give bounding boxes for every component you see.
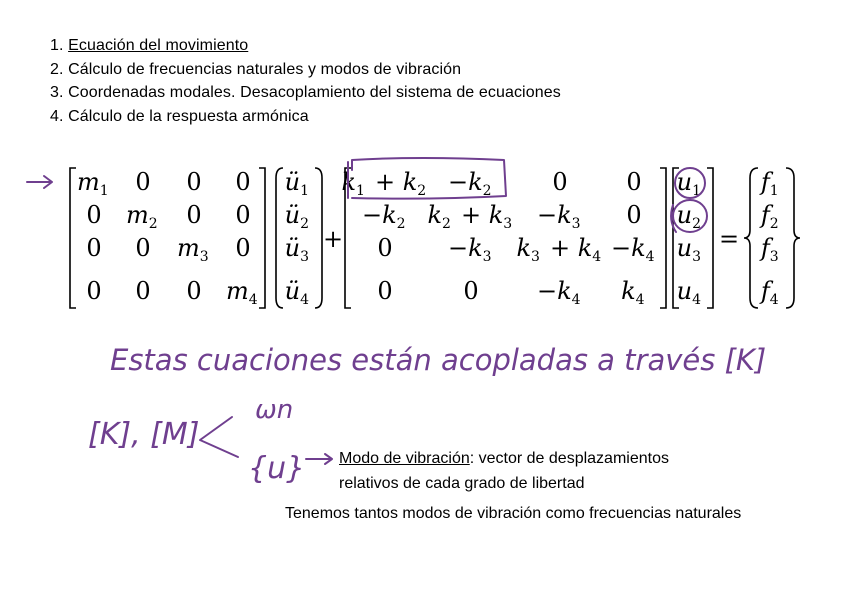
mass-matrix-cell: 0 bbox=[86, 277, 102, 305]
topic-title: Cálculo de frecuencias naturales y modos de vibración bbox=[68, 60, 462, 78]
topic-title: Cálculo de la respuesta armónica bbox=[68, 107, 309, 125]
handwritten-note: Estas cuaciones están acopladas a través [K] bbox=[110, 343, 767, 377]
mass-matrix-cell: 0 bbox=[235, 234, 251, 262]
mass-matrix-cell: $m_1$ bbox=[76, 168, 109, 199]
stiffness-matrix-right-bracket bbox=[660, 168, 666, 308]
stiffness-matrix-cell: 0 bbox=[377, 234, 393, 262]
stiffness-matrix-cell: $-k_4$ bbox=[537, 277, 581, 308]
stiffness-matrix-cell: $k_1$ + $k_2$ bbox=[341, 168, 427, 199]
mass-matrix-cell: 0 bbox=[186, 201, 202, 229]
acceleration-left-paren bbox=[276, 168, 283, 308]
acceleration-entry: $ü_3$ bbox=[284, 234, 309, 265]
acceleration-entry: $ü_1$ bbox=[284, 168, 309, 199]
stiffness-matrix-cell: $k_2$ + $k_3$ bbox=[427, 201, 513, 232]
modes-note: Tenemos tantos modos de vibración como frecuencias naturales bbox=[285, 505, 742, 522]
force-entry: $f_4$ bbox=[760, 277, 779, 308]
mode-definition-line-2: relativos de cada grado de libertad bbox=[339, 475, 585, 492]
mass-matrix-cell: $m_2$ bbox=[125, 201, 158, 232]
topic-number: 4. bbox=[50, 107, 64, 125]
force-left-brace bbox=[744, 168, 758, 308]
mass-matrix-cell: 0 bbox=[86, 234, 102, 262]
stiffness-matrix-cell: 0 bbox=[463, 277, 479, 305]
mode-term: Modo de vibración bbox=[339, 450, 470, 467]
mass-matrix-cell: $m_4$ bbox=[225, 277, 258, 308]
acceleration-entry: $ü_4$ bbox=[284, 277, 309, 308]
equals-sign: = bbox=[719, 225, 740, 253]
stiffness-matrix-cell: $-k_2$ bbox=[448, 168, 492, 199]
mass-matrix-cell: $m_3$ bbox=[176, 234, 209, 265]
topic-number: 3. bbox=[50, 84, 64, 101]
handwritten-mode-vector: {u} bbox=[248, 451, 306, 486]
handwritten-omega: ωn bbox=[255, 395, 294, 425]
stiffness-matrix-cell: $k_4$ bbox=[621, 277, 645, 308]
force-right-brace bbox=[786, 168, 800, 308]
topic-number: 2. bbox=[50, 60, 64, 78]
mass-matrix-cell: 0 bbox=[135, 168, 151, 196]
mass-matrix-cell: 0 bbox=[86, 201, 102, 229]
pointer-arrow-icon bbox=[27, 176, 52, 188]
acceleration-right-brace bbox=[315, 168, 322, 308]
stiffness-matrix-cell: 0 bbox=[626, 168, 642, 196]
mass-matrix-cell: 0 bbox=[135, 277, 151, 305]
mass-matrix bbox=[77, 168, 260, 308]
handwritten-matrices: [K], [M] bbox=[88, 417, 200, 452]
displacement-entry: $u_4$ bbox=[676, 277, 701, 308]
stiffness-matrix bbox=[341, 168, 657, 308]
displacement-entry: $u_3$ bbox=[676, 234, 701, 265]
mass-matrix-cell: 0 bbox=[186, 277, 202, 305]
acceleration-entry: $ü_2$ bbox=[284, 201, 309, 232]
acceleration-vector bbox=[285, 168, 312, 308]
mode-definition bbox=[339, 446, 669, 496]
displacement-entry: $u_1$ bbox=[676, 168, 701, 199]
mode-arrow-icon bbox=[306, 454, 332, 464]
displacement-vector bbox=[677, 168, 704, 308]
mass-matrix-left-bracket bbox=[70, 168, 76, 308]
stiffness-matrix-cell: $-k_4$ bbox=[611, 234, 655, 265]
topic-title: Ecuación del movimiento bbox=[68, 37, 249, 54]
stiffness-matrix-cell: 0 bbox=[552, 168, 568, 196]
stiffness-matrix-cell: 0 bbox=[377, 277, 393, 305]
displacement-right-brace bbox=[707, 168, 713, 308]
stiffness-matrix-cell: 0 bbox=[626, 201, 642, 229]
topic-title: Coordenadas modales. Desacoplamiento del sistema de ecuaciones bbox=[68, 84, 561, 101]
force-entry: $f_1$ bbox=[760, 168, 779, 199]
force-entry: $f_2$ bbox=[760, 201, 779, 232]
force-entry: $f_3$ bbox=[760, 234, 779, 265]
plus-sign: + bbox=[323, 225, 344, 253]
stiffness-matrix-cell: $-k_3$ bbox=[448, 234, 492, 265]
stiffness-matrix-cell: $-k_3$ bbox=[537, 201, 581, 232]
mass-matrix-cell: 0 bbox=[135, 234, 151, 262]
mass-matrix-cell: 0 bbox=[235, 168, 251, 196]
mass-matrix-cell: 0 bbox=[235, 201, 251, 229]
stiffness-matrix-cell: $-k_2$ bbox=[362, 201, 406, 232]
stiffness-matrix-cell: $k_3$ + $k_4$ bbox=[516, 234, 602, 265]
topic-number: 1. bbox=[50, 37, 64, 54]
branch-bracket bbox=[200, 417, 238, 457]
mode-definition-text: : vector de desplazamientos bbox=[469, 450, 669, 467]
mass-matrix-cell: 0 bbox=[186, 168, 202, 196]
displacement-entry: $u_2$ bbox=[676, 201, 701, 232]
mode-definition-line-1 bbox=[339, 446, 669, 471]
force-vector bbox=[759, 168, 781, 308]
